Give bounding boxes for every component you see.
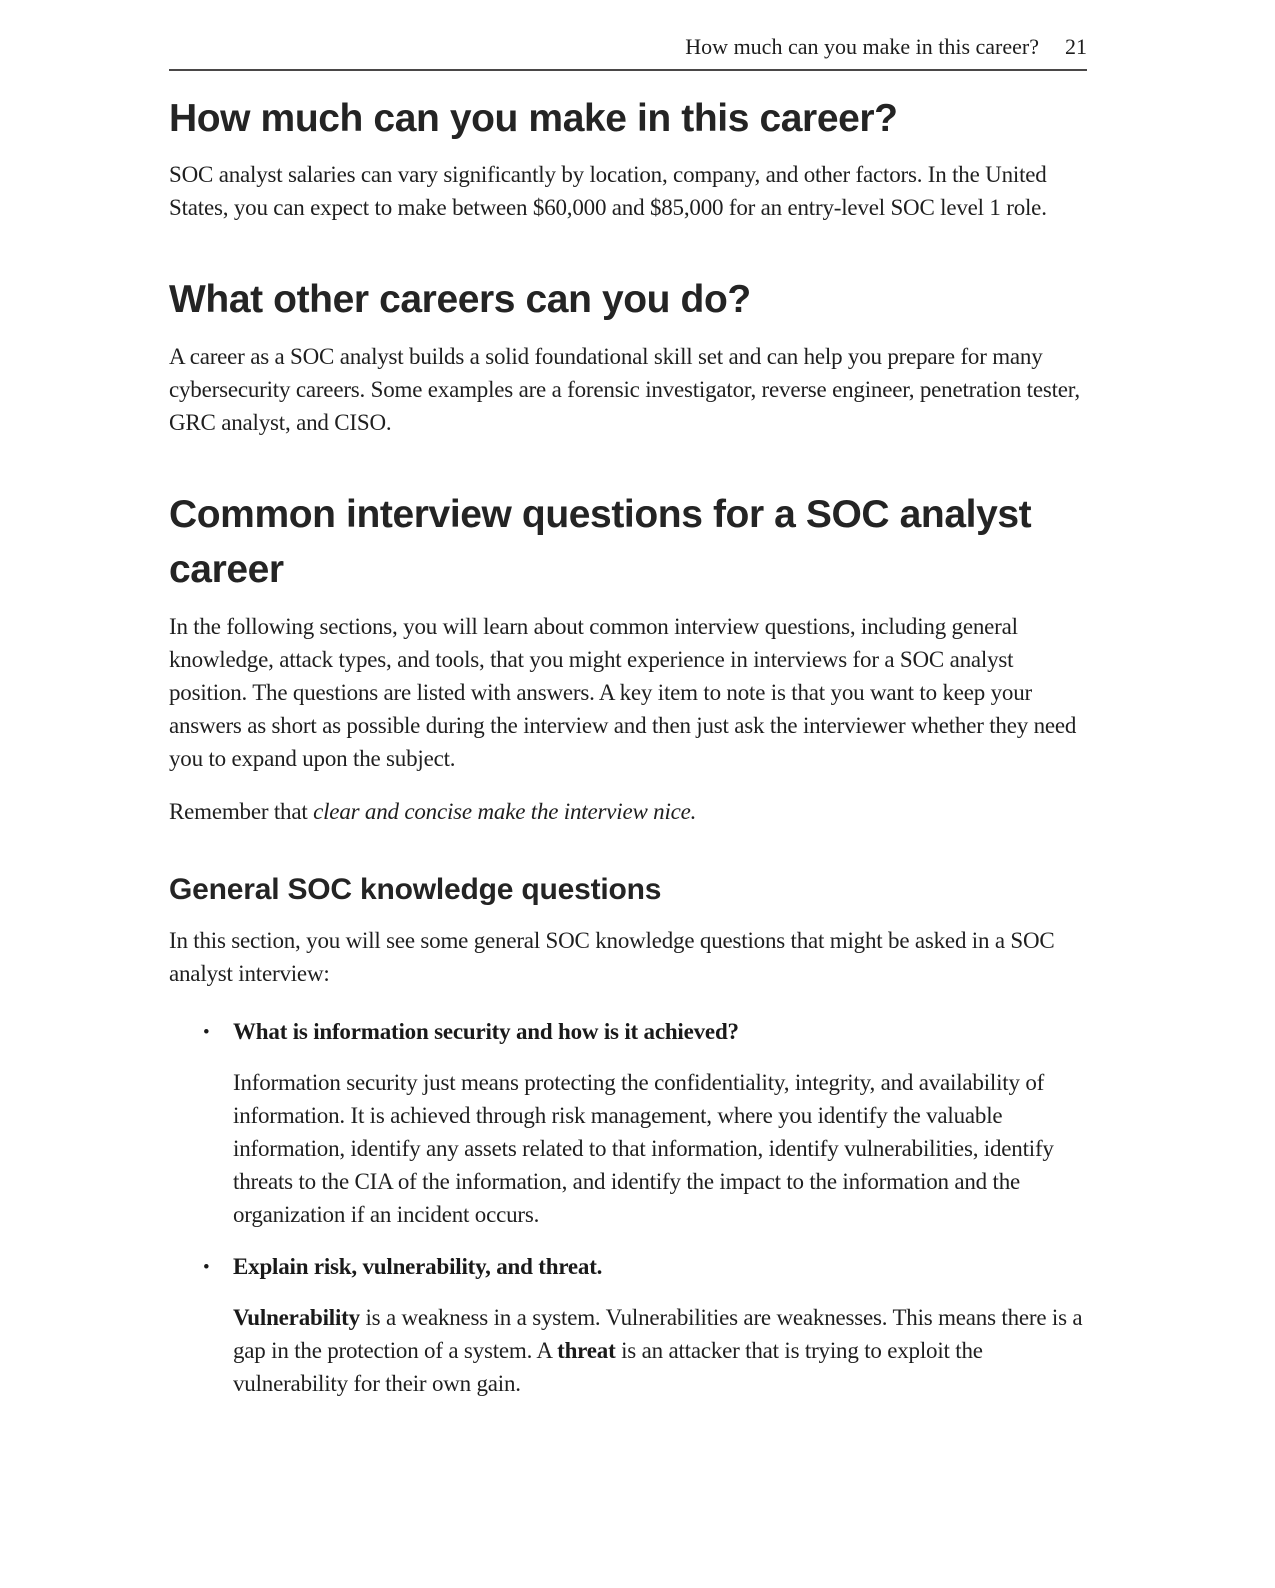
answer-segment: is an attacker that is trying to exploit the vulnerability for their own gain. xyxy=(233,1338,983,1396)
question-row xyxy=(169,1016,1087,1048)
paragraph-interview-questions: In the following sections, you will learn about common interview questions, including general knowledge, attack types, and tools, that you might experience in interviews for a SOC analyst position. The questions are listed with answers. A key item to note is that you want to keep your answers as short as possible during the interview and then just ask the interviewer whether they need you to expand upon the subject. xyxy=(169,613,1077,771)
question-text: What is information security and how is it achieved? xyxy=(233,1019,739,1044)
note-italic-phrase: clear and concise make the interview nice. xyxy=(313,798,697,824)
paragraph-note xyxy=(169,795,1087,828)
question-item-2 xyxy=(169,1251,1087,1400)
paragraph-general-soc-intro: In this section, you will see some general SOC knowledge questions that might be asked in a SOC analyst interview: xyxy=(169,928,1055,986)
bullet-icon: • xyxy=(203,1257,210,1278)
question-text: Explain risk, vulnerability, and threat. xyxy=(233,1254,603,1279)
running-header xyxy=(169,34,1087,71)
answer-segment: is a weakness in a system. Vulnerabilities are weaknesses. This means there is a gap in the protection of a system. A xyxy=(233,1305,1083,1363)
running-head-title: How much can you make in this career? xyxy=(685,34,1039,59)
paragraph-salary: SOC analyst salaries can vary significantly by location, company, and other factors. In the United States, you can expect to make between $60,000 and $85,000 for an entry-level SOC level 1 role. xyxy=(169,162,1047,221)
section-heading-interview-questions: Common interview questions for a SOC analyst career xyxy=(169,492,1032,592)
section-heading-other-careers: What other careers can you do? xyxy=(169,278,751,322)
note-prefix: Remember that xyxy=(169,798,314,824)
bullet-icon: • xyxy=(203,1022,210,1043)
answer-bold-vulnerability: Vulnerability xyxy=(233,1305,360,1330)
question-list xyxy=(169,1016,1087,1400)
paragraph-other-careers: A career as a SOC analyst builds a solid foundational skill set and can help you prepare for many cybersecurity careers. Some examples are a forensic investigator, reverse engineer, penetration tester, GRC analyst, and CISO. xyxy=(169,343,1080,435)
page-number: 21 xyxy=(1065,34,1087,59)
answer-text xyxy=(169,1301,1087,1400)
section-heading-salary: How much can you make in this career? xyxy=(169,97,898,140)
subsection-heading-general-soc: General SOC knowledge questions xyxy=(169,872,662,906)
question-item-1 xyxy=(169,1016,1087,1231)
question-row xyxy=(169,1251,1087,1283)
answer-bold-threat: threat xyxy=(557,1338,616,1363)
answer-text: Information security just means protecting the confidentiality, integrity, and availability of information. It is achieved through risk management, where you identify the valuable information, identify any assets related to that information, identify vulnerabilities, identify threats to the CIA of the information, and identify the impact to the information and the organization if an incident occurs. xyxy=(233,1070,1054,1227)
